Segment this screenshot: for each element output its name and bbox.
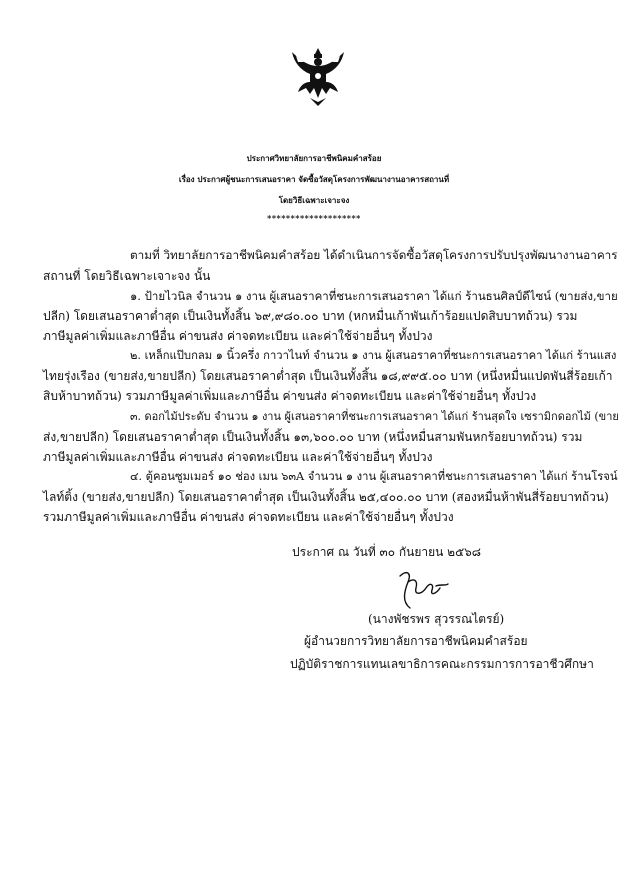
item-line: ภาษีมูลค่าเพิ่มและภาษีอื่น ค่าขนส่ง ค่าจดทะเบียน และค่าใช้จ่ายอื่นๆ ทั้งปวง	[43, 450, 433, 464]
item-line: สิบห้าบาทถ้วน) รวมภาษีมูลค่าเพิ่มและภาษีอื่น ค่าขนส่ง ค่าจดทะเบียน และค่าใช้จ่ายอื่นๆ ทั้งปวง	[43, 389, 537, 403]
item-line: ภาษีมูลค่าเพิ่มและภาษีอื่น ค่าขนส่ง ค่าจดทะเบียน และค่าใช้จ่ายอื่นๆ ทั้งปวง	[43, 329, 433, 343]
item-line: ไทยรุ่งเรือง (ขายส่ง,ขายปลีก) โดยเสนอราคาต่ำสุด เป็นเงินทั้งสิ้น ๑๘,๙๙๕.๐๐ บาท (หนึ่งหมื่นแปดพันสี่ร้อยเก้า	[43, 369, 613, 383]
document-subject: เรื่อง ประกาศผู้ชนะการเสนอราคา จัดซื้อวัสดุโครงการพัฒนางานอาคารสถานที่	[178, 174, 450, 184]
intro-line: สถานที่ โดยวิธีเฉพาะเจาะจง นั้น	[43, 269, 211, 283]
item-line: รวมภาษีมูลค่าเพิ่มและภาษีอื่น ค่าขนส่ง ค่าจดทะเบียน และค่าใช้จ่ายอื่นๆ ทั้งปวง	[43, 510, 454, 524]
item-line: ๑. ป้ายไวนิล จำนวน ๑ งาน ผู้เสนอราคาที่ชนะการเสนอราคา ได้แก่ ร้านธนศิลป์ดีไซน์ (ขายส่ง,ขาย	[130, 289, 618, 303]
procurement-method: โดยวิธีเฉพาะเจาะจง	[278, 195, 350, 205]
announce-date: ประกาศ ณ วันที่ ๓๐ กันยายน ๒๕๖๘	[292, 545, 482, 559]
item-line: ๔. ตู้คอนซูมเมอร์ ๑๐ ช่อง เมน ๖๓A จำนวน ๑ งาน ผู้เสนอราคาที่ชนะการเสนอราคา ได้แก่ ร้านโรจน์	[130, 470, 618, 483]
signatory-position: ผู้อำนวยการวิทยาลัยการอาชีพนิคมคำสร้อย	[304, 634, 528, 648]
signatory-acting-position: ปฏิบัติราชการแทนเลขาธิการคณะกรรมการการอาชีวศึกษา	[290, 657, 594, 671]
document-title: ประกาศวิทยาลัยการอาชีพนิคมคำสร้อย	[246, 153, 382, 163]
item-line: ปลีก) โดยเสนอราคาต่ำสุด เป็นเงินทั้งสิ้น ๖๙,๙๘๐.๐๐ บาท (หกหมื่นเก้าพันเก้าร้อยแปดสิบบาทถ้วน) รวม	[43, 309, 578, 323]
garuda-emblem-icon	[288, 42, 348, 108]
signatory-name: (นางพัชรพร สุวรรณไตรย์)	[368, 612, 505, 626]
signature-mark	[392, 568, 452, 612]
title-divider: ********************	[267, 213, 361, 223]
item-line: ๒. เหล็กแป๊บกลม ๑ นิ้วครึ่ง กาวาไนท์ จำนวน ๑ งาน ผู้เสนอราคาที่ชนะการเสนอราคา ได้แก่ ร้านแสง	[130, 349, 617, 362]
item-line: ไลท์ติ้ง (ขายส่ง,ขายปลีก) โดยเสนอราคาต่ำสุด เป็นเงินทั้งสิ้น ๒๕,๔๐๐.๐๐ บาท (สองหมื่นห้าพันสี่ร้อยบาทถ้วน)	[43, 490, 609, 504]
item-line: ๓. ดอกไม้ประดับ จำนวน ๑ งาน ผู้เสนอราคาที่ชนะการเสนอราคา ได้แก่ ร้านสุดใจ เซรามิกดอกไม้ (ขาย	[130, 410, 619, 423]
intro-line: ตามที่ วิทยาลัยการอาชีพนิคมคำสร้อย ได้ดำเนินการจัดซื้อวัสดุโครงการปรับปรุงพัฒนางานอาคาร	[130, 248, 618, 262]
item-line: ส่ง,ขายปลีก) โดยเสนอราคาต่ำสุด เป็นเงินทั้งสิ้น ๑๓,๖๐๐.๐๐ บาท (หนึ่งหมื่นสามพันหกร้อยบาทถ้วน) รวม	[43, 430, 583, 444]
